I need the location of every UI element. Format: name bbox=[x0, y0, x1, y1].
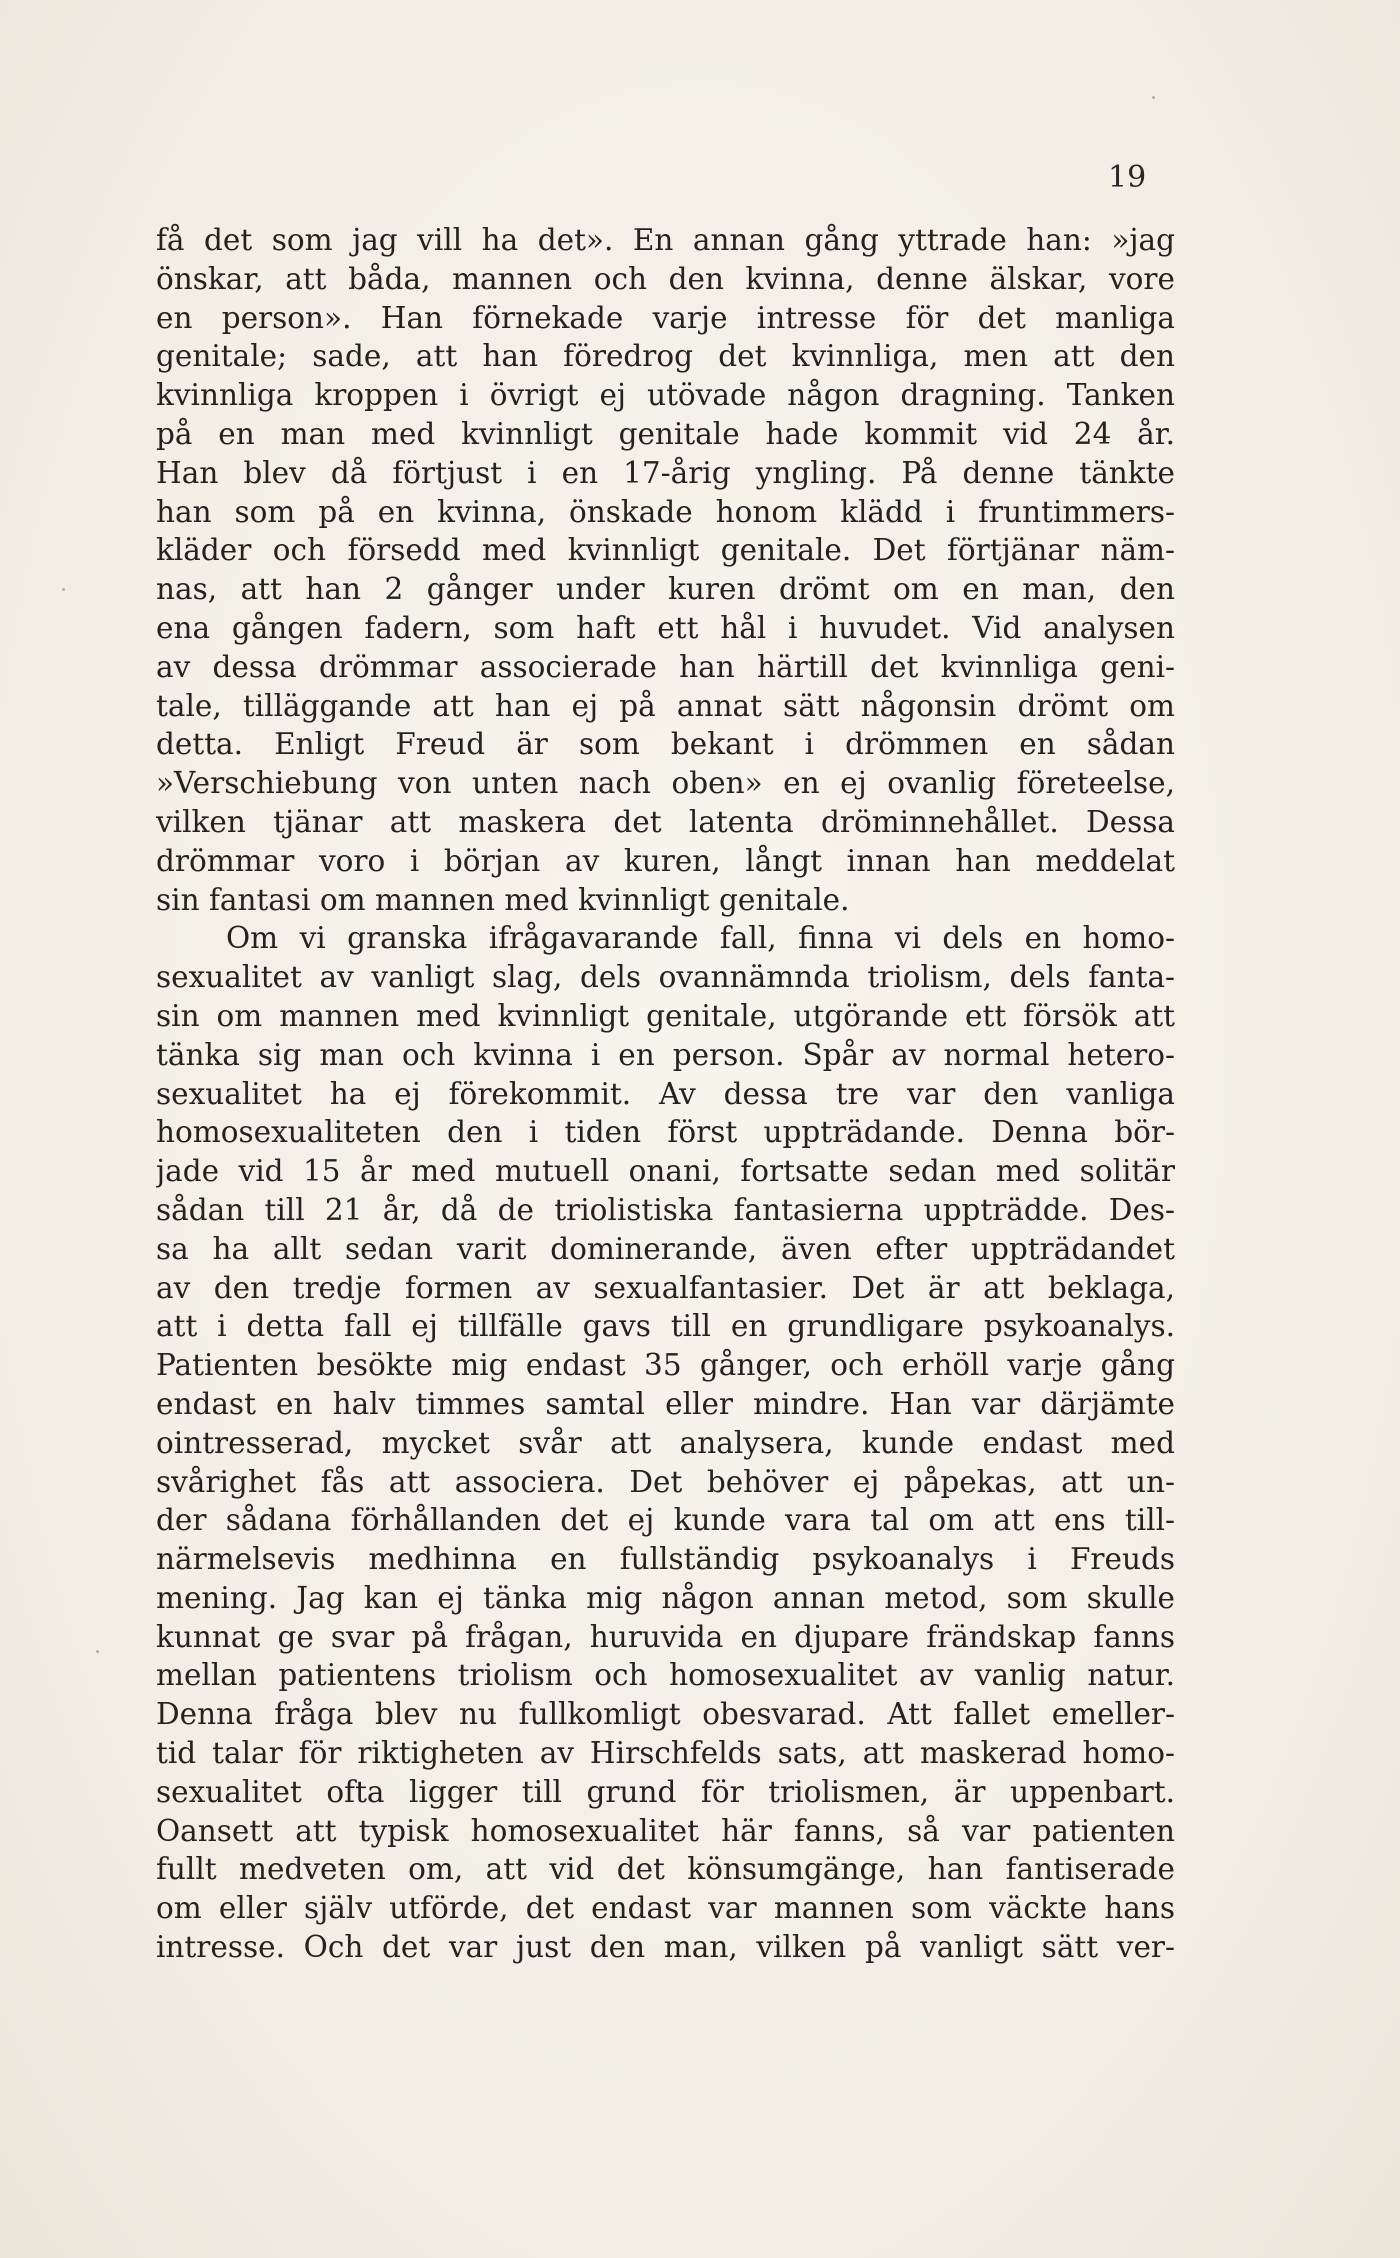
text-line: sin fantasi om mannen med kvinnligt genitale. bbox=[156, 882, 850, 917]
text-line: tale, tilläggande att han ej på annat sätt någonsin drömt om bbox=[156, 688, 1175, 723]
text-line: ointresserad, mycket svår att analysera, kunde endast med bbox=[156, 1425, 1175, 1460]
text-line: vilken tjänar att maskera det latenta dröminnehållet. Dessa bbox=[156, 804, 1175, 839]
text-line: få det som jag vill ha det». En annan gång yttrade han: »jag bbox=[156, 223, 1175, 257]
text-line: kläder och försedd med kvinnligt genitale. Det förtjänar näm- bbox=[156, 533, 1175, 568]
text-line: han som på en kvinna, önskade honom klädd i fruntimmers- bbox=[156, 494, 1175, 529]
text-line: av den tredje formen av sexualfantasier. Det är att beklaga, bbox=[156, 1270, 1175, 1305]
text-line: der sådana förhållanden det ej kunde vara tal om att ens till- bbox=[156, 1503, 1175, 1538]
text-line: Patienten besökte mig endast 35 gånger, och erhöll varje gång bbox=[156, 1348, 1175, 1383]
text-line: kvinnliga kroppen i övrigt ej utövade någon dragning. Tanken bbox=[156, 378, 1175, 413]
text-line: sexualitet ofta ligger till grund för triolismen, är uppenbart. bbox=[156, 1774, 1175, 1809]
text-line: närmelsevis medhinna en fullständig psykoanalys i Freuds bbox=[156, 1542, 1175, 1577]
text-line: om eller själv utförde, det endast var mannen som väckte hans bbox=[156, 1891, 1175, 1926]
text-line: detta. Enligt Freud är som bekant i drömmen en sådan bbox=[156, 727, 1175, 762]
text-line: ena gången fadern, som haft ett hål i huvudet. Vid analysen bbox=[156, 610, 1175, 645]
text-line: sexualitet av vanligt slag, dels ovannämnda triolism, dels fanta- bbox=[156, 960, 1175, 995]
text-line: Oansett att typisk homosexualitet här fanns, så var patienten bbox=[156, 1813, 1175, 1848]
text-line: mellan patientens triolism och homosexualitet av vanlig natur. bbox=[156, 1658, 1175, 1693]
text-line: en person». Han förnekade varje intresse för det manliga bbox=[156, 300, 1175, 335]
paper-speck bbox=[96, 1650, 99, 1653]
text-line: drömmar voro i början av kuren, långt innan han meddelat bbox=[156, 843, 1175, 878]
text-line: nas, att han 2 gånger under kuren drömt om en man, den bbox=[156, 572, 1175, 607]
body-text bbox=[156, 221, 1175, 1967]
paper-speck bbox=[62, 588, 65, 591]
text-line: homosexualiteten den i tiden först uppträdande. Denna bör- bbox=[156, 1115, 1175, 1150]
text-line: genitale; sade, att han föredrog det kvinnliga, men att den bbox=[156, 339, 1175, 374]
text-line: önskar, att båda, mannen och den kvinna, denne älskar, vore bbox=[156, 261, 1175, 296]
text-line: tänka sig man och kvinna i en person. Spår av normal hetero- bbox=[156, 1037, 1175, 1072]
paragraph-start-line: Om vi granska ifrågavarande fall, finna vi dels en homo- bbox=[226, 921, 1175, 956]
text-line: Han blev då förtjust i en 17-årig yngling. På denne tänkte bbox=[156, 455, 1175, 490]
text-line: endast en halv timmes samtal eller mindre. Han var därjämte bbox=[156, 1386, 1175, 1421]
text-line: sa ha allt sedan varit dominerande, även efter uppträdandet bbox=[156, 1231, 1175, 1266]
text-line: sexualitet ha ej förekommit. Av dessa tre var den vanliga bbox=[156, 1076, 1175, 1111]
text-line: mening. Jag kan ej tänka mig någon annan metod, som skulle bbox=[156, 1580, 1175, 1615]
text-line: svårighet fås att associera. Det behöver ej påpekas, att un- bbox=[156, 1464, 1175, 1499]
text-line: tid talar för riktigheten av Hirschfelds sats, att maskerad homo- bbox=[156, 1736, 1175, 1771]
text-line: av dessa drömmar associerade han härtill det kvinnliga geni- bbox=[156, 649, 1175, 684]
paper-speck bbox=[1152, 96, 1155, 99]
text-line: »Verschiebung von unten nach oben» en ej ovanlig företeelse, bbox=[156, 766, 1175, 801]
text-line: intresse. Och det var just den man, vilken på vanligt sätt ver- bbox=[156, 1930, 1175, 1965]
text-line: sådan till 21 år, då de triolistiska fantasierna uppträdde. Des- bbox=[156, 1192, 1175, 1227]
page-number: 19 bbox=[1108, 160, 1147, 195]
text-line: fullt medveten om, att vid det könsumgänge, han fantiserade bbox=[156, 1852, 1175, 1887]
text-line: sin om mannen med kvinnligt genitale, utgörande ett försök att bbox=[156, 998, 1175, 1033]
text-line: jade vid 15 år med mutuell onani, fortsatte sedan med solitär bbox=[156, 1154, 1175, 1189]
text-line: på en man med kvinnligt genitale hade kommit vid 24 år. bbox=[156, 416, 1175, 451]
text-line: att i detta fall ej tillfälle gavs till en grundligare psykoanalys. bbox=[156, 1309, 1175, 1344]
text-line: kunnat ge svar på frågan, huruvida en djupare frändskap fanns bbox=[156, 1619, 1175, 1654]
text-line: Denna fråga blev nu fullkomligt obesvarad. Att fallet emeller- bbox=[156, 1697, 1175, 1732]
